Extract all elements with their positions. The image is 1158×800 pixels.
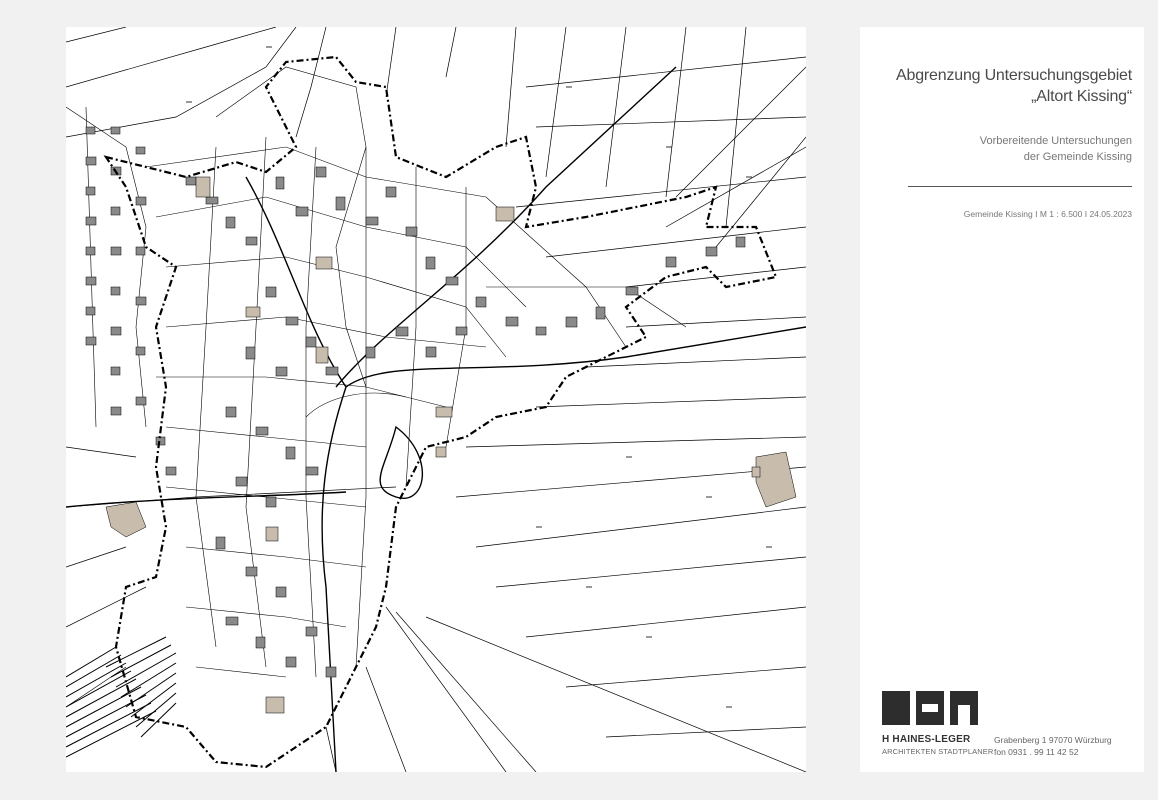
company-name: H HAINES-LEGER bbox=[882, 734, 971, 745]
public-buildings bbox=[106, 177, 796, 713]
subtitle-line-2: der Gemeinde Kissing bbox=[1023, 151, 1132, 163]
divider bbox=[908, 186, 1132, 187]
dashes-fields bbox=[186, 47, 772, 707]
parcel-lines bbox=[66, 27, 806, 772]
buildings bbox=[86, 127, 745, 677]
title-line-1: Abgrenzung Untersuchungsgebiet bbox=[896, 67, 1132, 84]
address-line-2: fon 0931 . 99 11 42 52 bbox=[994, 747, 1079, 757]
map-subtitle bbox=[980, 133, 1132, 165]
cadastral-map bbox=[66, 27, 806, 772]
address-line-1: Grabenberg 1 97070 Würzburg bbox=[994, 735, 1112, 745]
village-parcels bbox=[66, 67, 686, 677]
map-meta: Gemeinde Kissing I M 1 : 6.500 I 24.05.2023 bbox=[963, 209, 1132, 219]
haines-leger-logo-icon bbox=[882, 691, 978, 725]
map-title bbox=[896, 65, 1132, 107]
map-svg bbox=[66, 27, 806, 772]
company-subtitle: ARCHITEKTEN STADTPLANER bbox=[882, 747, 994, 756]
legend-panel bbox=[860, 27, 1144, 772]
hatched-parcels bbox=[66, 637, 176, 757]
title-line-2: „Altort Kissing“ bbox=[1031, 88, 1132, 105]
subtitle-line-1: Vorbereitende Untersuchungen bbox=[979, 135, 1132, 147]
company-address bbox=[994, 734, 1112, 758]
